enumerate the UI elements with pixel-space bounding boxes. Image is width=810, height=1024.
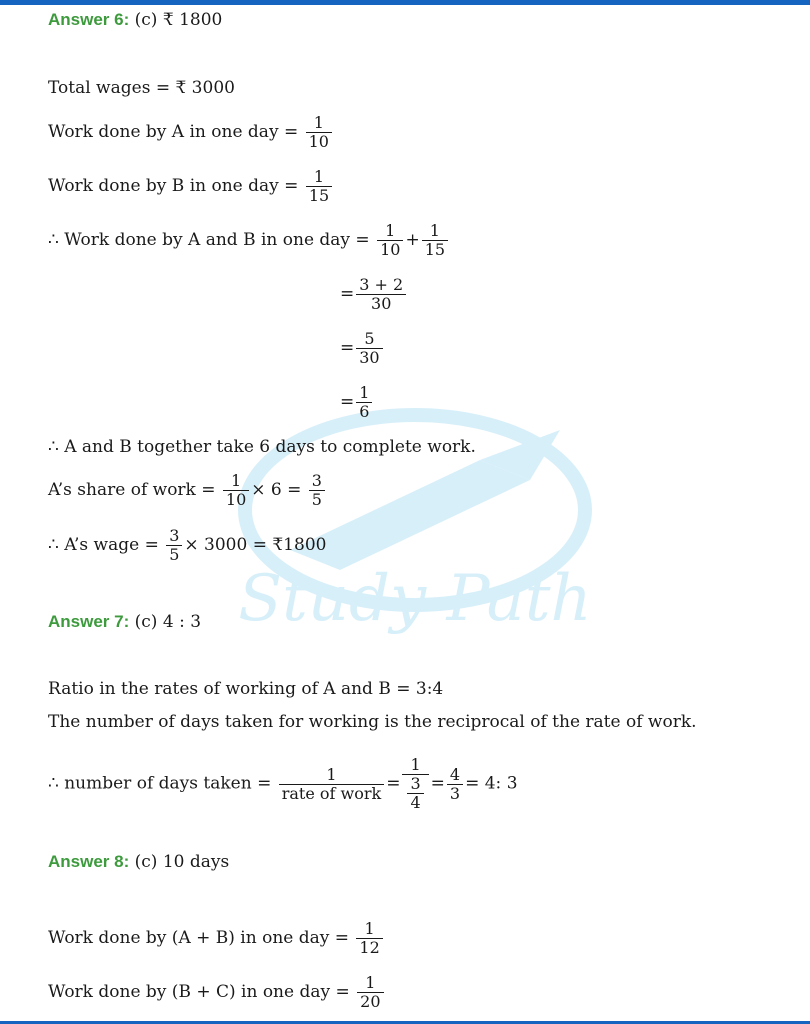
equals-sign: = — [340, 392, 355, 412]
share-fraction-1 — [223, 472, 249, 509]
answer-7-choice: (c) 4 : 3 — [129, 612, 202, 632]
wage-text: ∴ A’s wage = — [48, 535, 165, 555]
nested-fraction — [407, 775, 423, 812]
answer-6-heading — [48, 10, 222, 30]
answer-8-choice: (c) 10 days — [129, 852, 230, 872]
work-b-num: 1 — [313, 167, 325, 186]
frac-num: 5 — [364, 329, 375, 348]
plus-sign: + — [405, 230, 420, 250]
frac-den: rate of work — [279, 784, 384, 803]
answer-6-label: Answer 6: — [48, 10, 130, 29]
answer-8-label: Answer 8: — [48, 852, 130, 871]
frac-num: 1 — [359, 383, 370, 402]
frac-num: 1 — [385, 221, 396, 240]
days-result: = 4: 3 — [465, 773, 518, 794]
reciprocal-line: The number of days taken for working is the reciprocal of the rate of work. — [48, 712, 697, 732]
total-wages: Total wages = ₹ 3000 — [48, 78, 235, 98]
frac-den: 5 — [166, 545, 182, 564]
frac-num: 1 — [326, 764, 337, 784]
frac-den: 30 — [356, 294, 406, 313]
frac-den: 10 — [377, 240, 403, 259]
work-b-den: 15 — [306, 186, 332, 205]
step-3-fraction — [356, 384, 372, 421]
share-fraction-2 — [309, 472, 325, 509]
days-fraction-3 — [447, 766, 463, 803]
work-ab-8-fraction — [356, 920, 382, 957]
frac-den: 5 — [309, 490, 325, 509]
work-ab-fraction-1 — [377, 222, 403, 259]
work-b-fraction — [306, 168, 332, 205]
work-ab-line — [48, 222, 450, 259]
frac-num: 1 — [429, 221, 440, 240]
frac-den: 4 — [407, 793, 423, 812]
work-a-fraction — [306, 114, 332, 151]
equals-sign: = — [386, 773, 401, 794]
ratio-line: Ratio in the rates of working of A and B = 3:4 — [48, 679, 444, 699]
answer-7-label: Answer 7: — [48, 612, 130, 631]
frac-den: 20 — [357, 992, 383, 1011]
frac-den: 6 — [356, 402, 372, 421]
equals-sign: = — [430, 773, 445, 794]
step-1-fraction — [356, 276, 406, 313]
work-a-text: Work done by A in one day = — [48, 122, 304, 142]
frac-den: 12 — [356, 938, 382, 957]
wage-line — [48, 527, 326, 564]
equals-sign: = — [340, 284, 355, 304]
work-a-line — [48, 114, 334, 151]
frac-den — [402, 774, 428, 812]
frac-num: 4 — [449, 764, 461, 784]
equals-sign: = — [340, 338, 355, 358]
work-bc-8-text: Work done by (B + C) in one day = — [48, 982, 356, 1002]
step-2-line — [340, 330, 385, 367]
share-line — [48, 472, 327, 509]
frac-den: 30 — [356, 348, 382, 367]
work-b-line — [48, 168, 334, 205]
work-ab-8-line — [48, 920, 385, 957]
frac-num: 1 — [364, 919, 375, 938]
frac-den: 15 — [422, 240, 448, 259]
top-border — [0, 0, 810, 5]
work-b-text: Work done by B in one day = — [48, 176, 304, 196]
days-fraction-2 — [402, 756, 428, 812]
frac-num: 3 + 2 — [359, 275, 404, 294]
answer-6-choice: (c) ₹ 1800 — [129, 10, 223, 30]
frac-num: 1 — [410, 755, 421, 774]
together-line: ∴ A and B together take 6 days to complete work. — [48, 437, 476, 457]
work-a-den: 10 — [306, 132, 332, 151]
share-mid-text: × 6 = — [251, 480, 307, 500]
days-fraction-1 — [279, 766, 384, 803]
frac-num: 3 — [311, 471, 322, 490]
work-ab-8-text: Work done by (A + B) in one day = — [48, 928, 355, 948]
work-bc-8-line — [48, 974, 386, 1011]
work-bc-8-fraction — [357, 974, 383, 1011]
step-1-line — [340, 276, 408, 313]
share-text: A’s share of work = — [48, 480, 221, 500]
frac-num: 1 — [230, 471, 242, 490]
wage-rest-text: × 3000 = ₹1800 — [184, 535, 327, 555]
step-2-fraction — [356, 330, 382, 367]
wage-fraction — [166, 527, 182, 564]
work-ab-text: ∴ Work done by A and B in one day = — [48, 230, 376, 250]
answer-8-heading — [48, 852, 229, 872]
frac-num: 1 — [365, 973, 376, 992]
frac-den: 3 — [447, 784, 463, 803]
work-a-num: 1 — [313, 113, 324, 132]
frac-num: 3 — [169, 526, 180, 545]
frac-den: 10 — [223, 490, 249, 509]
frac-num: 3 — [410, 774, 421, 793]
work-ab-fraction-2 — [422, 222, 448, 259]
answer-7-heading — [48, 612, 201, 632]
step-3-line — [340, 384, 374, 421]
watermark-text: Study Path — [238, 562, 592, 636]
days-text: ∴ number of days taken = — [48, 773, 277, 794]
days-line — [48, 756, 518, 812]
